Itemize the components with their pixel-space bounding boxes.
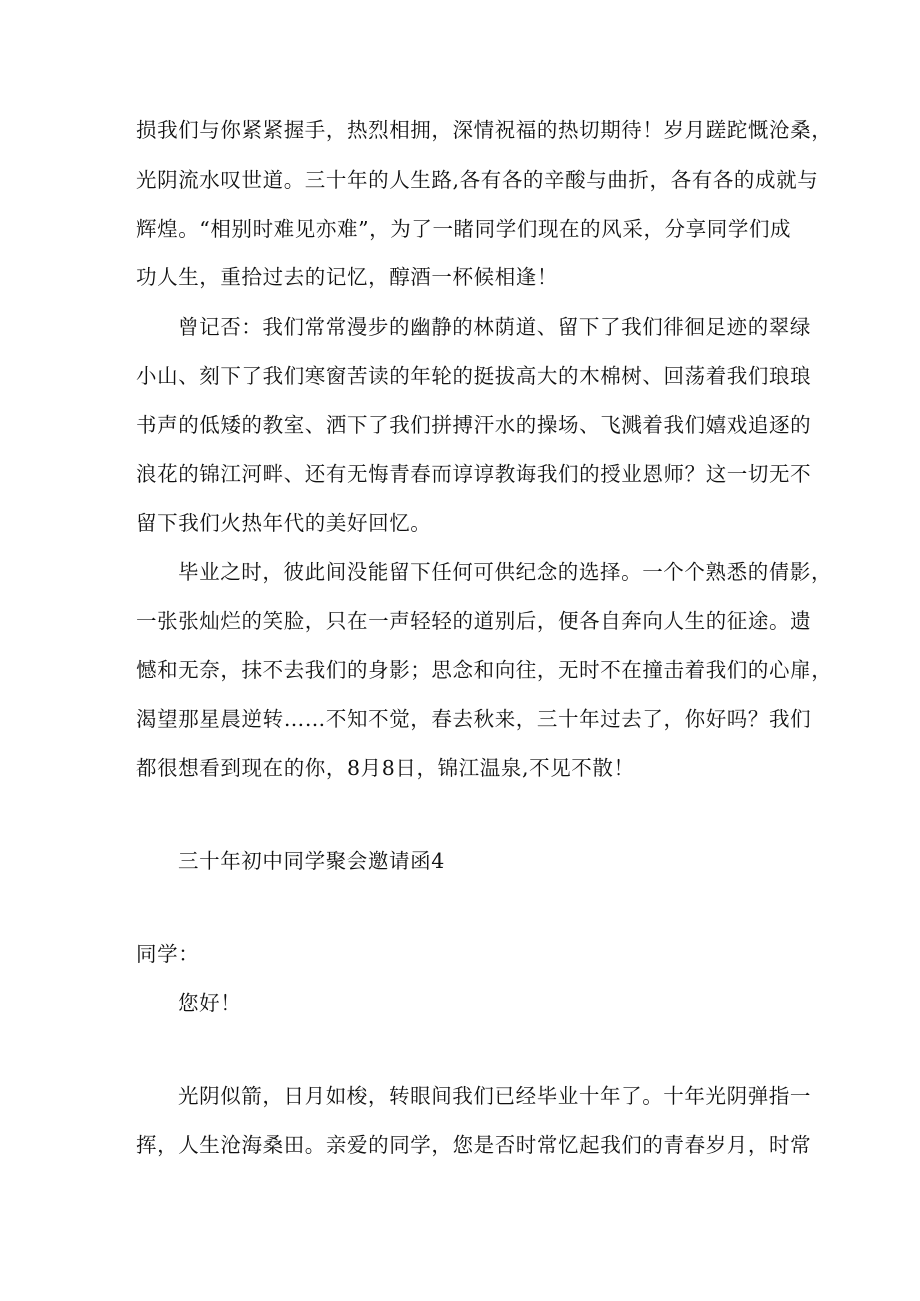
paragraph-line: 憾和无奈，抹不去我们的身影；思念和向往，无时不在撞击着我们的心扉， — [136, 658, 833, 682]
section-heading: 三十年初中同学聚会邀请函4 — [178, 849, 445, 873]
paragraph-line: 毕业之时，彼此间没能留下任何可供纪念的选择。一个个熟悉的倩影， — [178, 560, 833, 584]
salutation: 同学： — [136, 942, 200, 966]
paragraph-line: 渴望那星晨逆转……不知不觉，春去秋来，三十年过去了，你好吗？我们 — [136, 707, 812, 731]
paragraph-line: 辉煌。“相别时难见亦难”，为了一睹同学们现在的风采，分享同学们成 — [136, 217, 792, 241]
paragraph-line: 小山、刻下了我们寒窗苦读的年轮的挺拔高大的木棉树、回荡着我们琅琅 — [136, 364, 812, 388]
paragraph-line: 光阴似箭，日月如梭，转眼间我们已经毕业十年了。十年光阴弹指一 — [178, 1084, 811, 1108]
greeting: 您好！ — [178, 991, 242, 1015]
paragraph-line: 功人生，重拾过去的记忆，醇酒一杯候相逢！ — [136, 265, 558, 289]
paragraph-line: 一张张灿烂的笑脸，只在一声轻轻的道别后，便各自奔向人生的征途。遗 — [136, 609, 812, 633]
paragraph-line: 留下我们火热年代的美好回忆。 — [136, 511, 432, 535]
paragraph-line: 都很想看到现在的你，8月8日，锦江温泉,不见不散！ — [136, 756, 635, 780]
paragraph-line: 损我们与你紧紧握手，热烈相拥，深情祝福的热切期待！岁月蹉跎慨沧桑， — [136, 118, 833, 142]
paragraph-line: 挥，人生沧海桑田。亲爱的同学，您是否时常忆起我们的青春岁月，时常 — [136, 1133, 812, 1157]
paragraph-line: 曾记否：我们常常漫步的幽静的林荫道、留下了我们徘徊足迹的翠绿 — [178, 315, 811, 339]
paragraph-line: 浪花的锦江河畔、还有无悔青春而谆谆教诲我们的授业恩师？这一切无不 — [136, 462, 812, 486]
paragraph-line: 光阴流水叹世道。三十年的人生路,各有各的辛酸与曲折，各有各的成就与 — [136, 168, 819, 192]
paragraph-line: 书声的低矮的教室、洒下了我们拼搏汗水的操场、飞溅着我们嬉戏追逐的 — [136, 413, 812, 437]
